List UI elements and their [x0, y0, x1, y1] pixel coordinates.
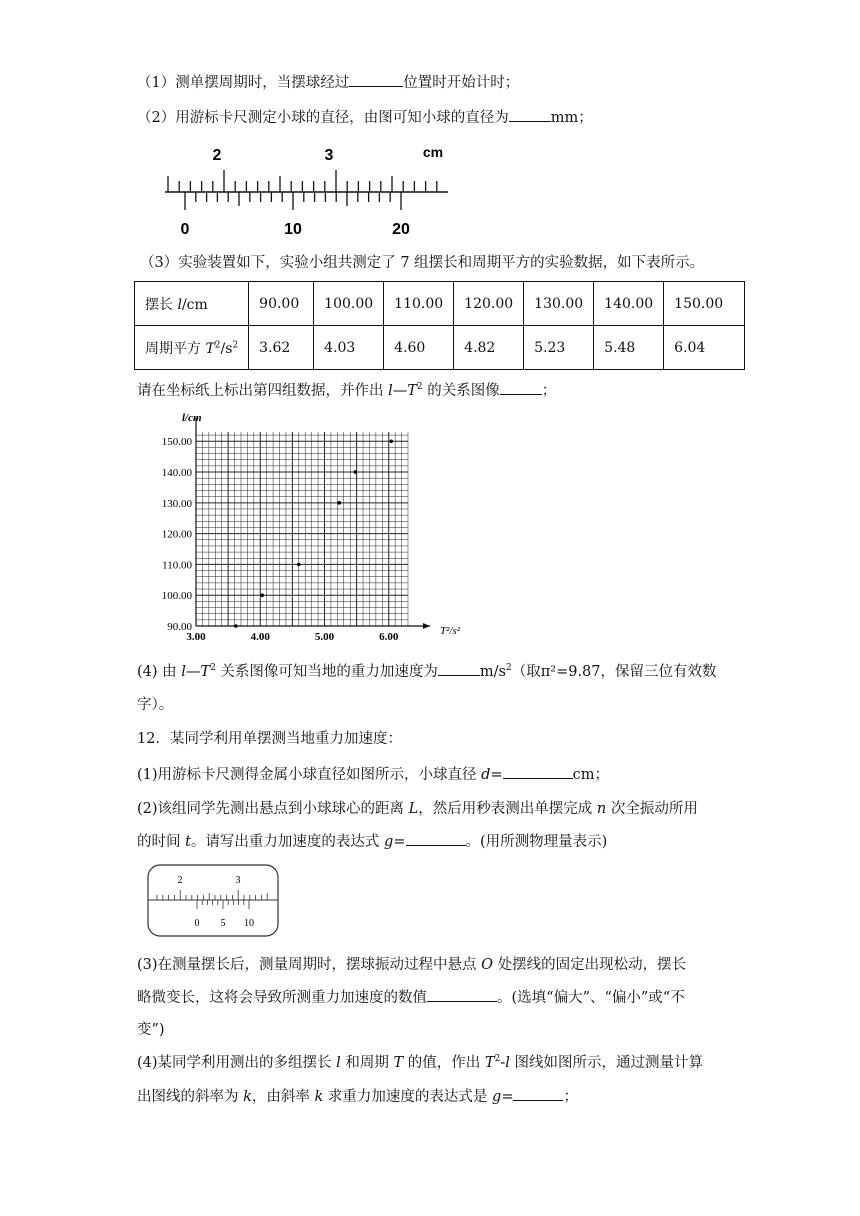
q12-part-2: (2)该组同学先测出悬点到小球球心的距离 L，然后用秒表测出单摆完成 n 次全振动所用: [137, 801, 698, 817]
question-part-3-instruction: 请在坐标纸上标出第四组数据，并作出 $l—T^2$ 的关系图像 ；: [137, 380, 556, 401]
data-table: [134, 281, 745, 370]
answer-blank[interactable]: [500, 380, 542, 395]
row-header: 周期平方 $T^2/s^2$: [135, 326, 249, 370]
x-tick-label: 6.00: [379, 631, 399, 643]
answer-blank[interactable]: [438, 661, 480, 676]
vernier-scale-label: 10: [244, 918, 254, 929]
vernier-scale-ticks: [185, 192, 401, 210]
row-header: 摆长 l/cm: [135, 282, 249, 326]
q12-part-3: (3)在测量摆长后，测量周期时，摆球振动过程中悬点 O 处摆线的固定出现松动，摆长: [137, 957, 687, 973]
y-tick-label: 100.00: [161, 590, 192, 603]
y-tick-label: 110.00: [162, 559, 192, 572]
q12-part-2-cont: 的时间 t。请写出重力加速度的表达式 g= 。(用所测物理量表示): [137, 831, 607, 852]
main-scale-label: 3: [324, 147, 334, 164]
q12-part-3-end: 变”): [137, 1022, 165, 1038]
table-cell: 120.00: [454, 282, 524, 326]
question-part-4-cont: 字）。: [137, 697, 174, 713]
main-scale-label: 3: [235, 875, 241, 886]
y-tick-labels: [162, 436, 193, 633]
y-tick-label: 90.00: [167, 621, 192, 633]
vernier-caliper-figure: [160, 140, 460, 240]
y-tick-label: 150.00: [161, 436, 192, 449]
table-cell: 100.00: [314, 282, 384, 326]
vernier-scale-label: 0: [194, 918, 200, 929]
unit-label: cm: [422, 144, 444, 160]
data-point: [234, 624, 238, 628]
x-tick-label: 4.00: [250, 631, 270, 643]
l-T2-graph: [150, 408, 461, 643]
table-cell: 6.04: [664, 326, 745, 370]
data-point: [337, 501, 341, 505]
table-cell: 4.03: [314, 326, 384, 370]
vernier-scale-ticks: [197, 900, 249, 909]
data-point: [297, 563, 301, 567]
x-axis-arrow: [423, 623, 430, 629]
x-tick-label: 5.00: [314, 631, 335, 643]
main-scale-label: 2: [177, 875, 183, 886]
data-point: [389, 439, 393, 443]
q12-part-1: (1)用游标卡尺测得金属小球直径如图所示，小球直径 d= cm；: [137, 764, 609, 785]
vernier-scale-label: 10: [284, 221, 302, 238]
vernier-scale-label: 20: [392, 221, 410, 238]
data-point: [354, 470, 358, 474]
answer-blank[interactable]: [349, 72, 403, 87]
question-part-3: （3）实验装置如下，实验小组共测定了 7 组摆长和周期平方的实验数据，如下表所示。: [140, 255, 705, 271]
chart-grid: [196, 418, 430, 629]
answer-blank[interactable]: [427, 987, 497, 1002]
vernier-scale-label: 5: [220, 918, 226, 929]
y-axis-label: l/cm: [182, 412, 202, 424]
answer-blank[interactable]: [406, 831, 466, 846]
table-cell: 5.23: [524, 326, 594, 370]
table-cell: 90.00: [249, 282, 314, 326]
answer-blank[interactable]: [509, 107, 551, 122]
vernier-caliper-figure-2: [147, 864, 280, 938]
table-cell: 5.48: [594, 326, 664, 370]
question-part-4: (4) 由 $l—T^2$ 关系图像可知当地的重力加速度为 $m/s^2$（取π²=9.87，保留三位有效数: [137, 661, 717, 682]
x-tick-label: 3.00: [186, 631, 206, 643]
x-tick-labels: [186, 631, 398, 643]
q12-part-3-cont: 略微变长，这将会导致所测重力加速度的数值 。(选填“偏大”、“偏小”或“不: [137, 987, 685, 1008]
question-part-2: （2）用游标卡尺测定小球的直径，由图可知小球的直径为 mm；: [137, 107, 593, 128]
x-axis-label: T²/s²: [440, 625, 461, 637]
y-tick-label: 140.00: [161, 467, 192, 480]
table-cell: 3.62: [249, 326, 314, 370]
table-cell: 140.00: [594, 282, 664, 326]
table-cell: 150.00: [664, 282, 745, 326]
table-cell: 4.82: [454, 326, 524, 370]
q12-part-4-cont: 出图线的斜率为 k，由斜率 k 求重力加速度的表达式是 g= ；: [137, 1086, 578, 1107]
answer-blank[interactable]: [513, 1086, 563, 1101]
table-row: [135, 282, 745, 326]
table-cell: 110.00: [384, 282, 454, 326]
question-12-title: 12．某同学利用单摆测当地重力加速度：: [137, 731, 402, 747]
y-tick-label: 120.00: [161, 528, 192, 541]
y-tick-label: 130.00: [161, 497, 192, 510]
vernier-scale-label: 0: [180, 221, 190, 238]
table-cell: 130.00: [524, 282, 594, 326]
main-scale-ticks: [157, 890, 267, 900]
main-scale-ticks: [168, 170, 437, 192]
main-scale-label: 2: [212, 147, 222, 164]
answer-blank[interactable]: [503, 764, 573, 779]
data-point: [260, 593, 264, 597]
question-part-1: （1）测单摆周期时，当摆球经过 位置时开始计时；: [137, 72, 519, 93]
table-cell: 4.60: [384, 326, 454, 370]
q12-part-4: (4)某同学利用测出的多组摆长 l 和周期 T 的值，作出 $T^2-l$ 图线如图所示，通过测量计算: [137, 1054, 703, 1071]
table-row: [135, 326, 745, 370]
